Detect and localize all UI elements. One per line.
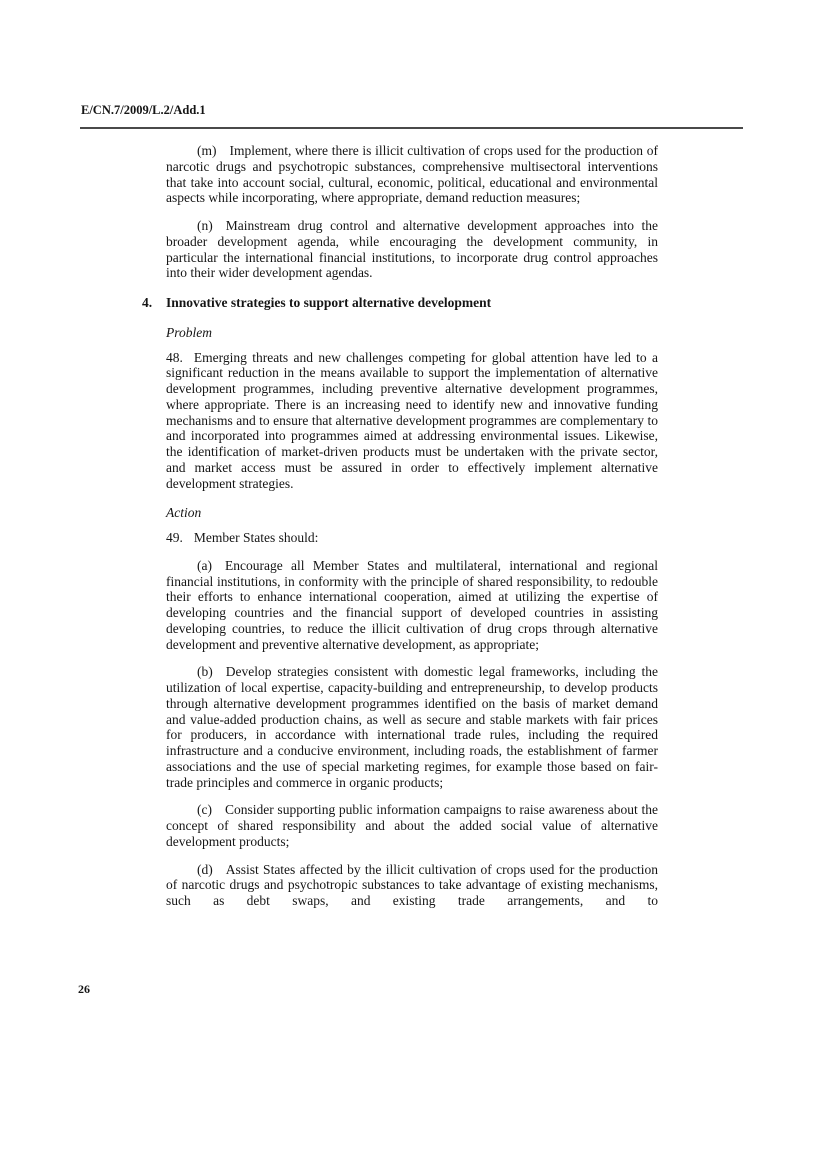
- paragraph-d-label: (d): [197, 861, 213, 877]
- paragraph-49-text: Member States should:: [193, 530, 319, 545]
- paragraph-m-text: Implement, where there is illicit cultivation of crops used for the production of narcotic drugs and psychotropic substances, comprehensive multisectoral interventions that take into account social, cultural, economic, political, educational and environmental aspects while incorporating, where appropriate, demand reduction measures;: [166, 143, 658, 206]
- paragraph-a: [166, 558, 658, 653]
- paragraph-d-text: Assist States affected by the illicit cultivation of crops used for the production of narcotic drugs and psychotropic substances to take advantage of existing mechanisms, such as debt swaps, and existing trade arrangements, and to: [166, 861, 658, 908]
- header-rule: [80, 127, 743, 129]
- paragraph-c: [166, 802, 658, 849]
- page-number: 26: [78, 982, 90, 996]
- section-number: 4.: [142, 295, 153, 310]
- paragraph-b-label: (b): [197, 664, 213, 680]
- section-heading: [142, 295, 658, 311]
- section-title: Innovative strategies to support alternative development: [166, 295, 492, 310]
- paragraph-n-label: (n): [197, 218, 213, 233]
- paragraph-d: [166, 862, 658, 909]
- paragraph-c-text: Consider supporting public information campaigns to raise awareness about the concept of shared responsibility and about the added social value of alternative development products;: [166, 802, 658, 849]
- paragraph-48-number: 48.: [166, 349, 183, 365]
- paragraph-n: [166, 218, 658, 281]
- paragraph-m: [166, 143, 658, 206]
- paragraph-49: [166, 530, 658, 546]
- problem-heading: Problem: [166, 324, 212, 340]
- paragraph-n-text: Mainstream drug control and alternative development approaches into the broader development agenda, while encouraging the development community, in particular the international financial institutions, to incorporate drug control approaches into their wider development agendas.: [166, 218, 658, 281]
- paragraph-b-text: Develop strategies consistent with domestic legal frameworks, including the utilization of local expertise, capacity-building and entrepreneurship, to develop products through alternative development programmes identified on the basis of market demand and value-added production chains, as well as secure and stable markets with fair prices for producers, in accordance with international trade rules, including the required infrastructure and a conducive environment, including roads, the establishment of farmer associations and the use of special marketing regimes, for example those based on fair-trade principles and commerce in organic products;: [166, 664, 658, 790]
- paragraph-49-number: 49.: [166, 530, 183, 545]
- paragraph-a-text: Encourage all Member States and multilateral, international and regional financial institutions, in conformity with the principle of shared responsibility, to redouble their efforts to enhance international cooperation, aimed at utilizing the expertise of developing countries and the financial support of developed countries in assisting developing countries, to reduce the illicit cultivation of drug crops through alternative development and preventive alternative development, as appropriate;: [166, 557, 658, 652]
- paragraph-48-text: Emerging threats and new challenges competing for global attention have led to a significant reduction in the means available to support the implementation of alternative development programmes, including preventive alternative development programmes, where appropriate. There is an increasing need to identify new and innovative funding mechanisms and to ensure that alternative development programmes are complementary to and incorporated into programmes aimed at addressing environmental issues. Likewise, the identification of market-driven products must be undertaken with the private sector, and market access must be assured in order to effectively implement alternative development strategies.: [166, 349, 658, 491]
- paragraph-c-label: (c): [197, 802, 212, 818]
- document-body: [142, 143, 658, 921]
- paragraph-b: [166, 664, 658, 790]
- paragraph-48: [166, 350, 658, 492]
- paragraph-m-label: (m): [197, 143, 217, 158]
- action-heading: Action: [166, 505, 202, 521]
- document-symbol: E/CN.7/2009/L.2/Add.1: [81, 103, 206, 117]
- paragraph-a-label: (a): [197, 557, 212, 573]
